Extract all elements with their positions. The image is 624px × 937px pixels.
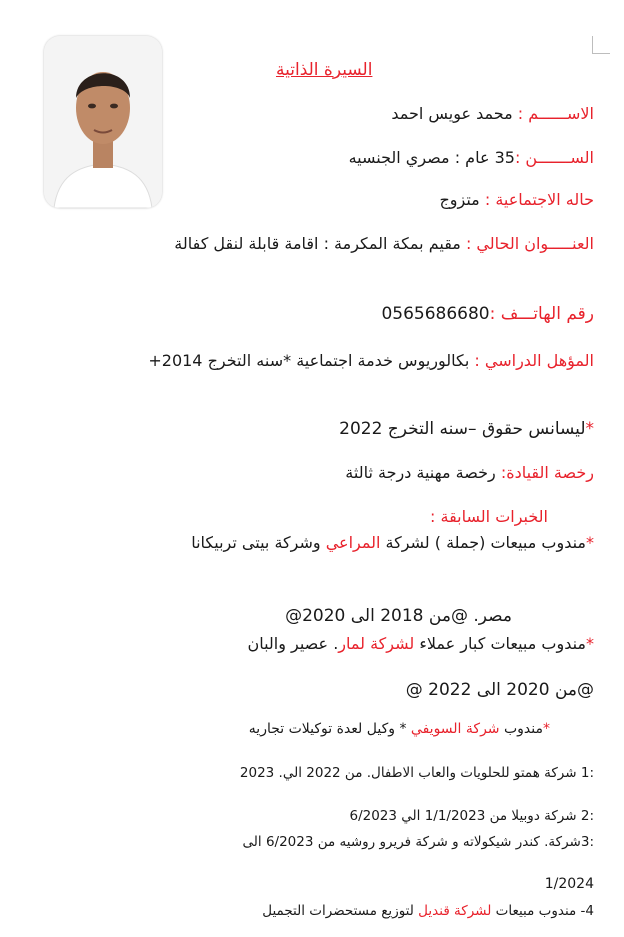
age-label: الســـــــن : [514, 148, 594, 167]
name-label: الاســــــم : [517, 104, 594, 123]
phone-row [381, 304, 594, 324]
marital-value: متزوج [439, 190, 485, 209]
job-4 [262, 903, 594, 919]
job-3: :3شركة. كندر شيكولاته و شركة فريرو روشيه من 6/2023 الى [242, 834, 594, 850]
phone-value: 0565686680 [381, 304, 490, 324]
driving-row [345, 463, 594, 482]
address-row [108, 233, 594, 255]
phone-label: رقم الهاتـــف : [489, 304, 594, 324]
law-degree-star: * [585, 419, 594, 439]
job4-post: لتوزيع مستحضرات التجميل [262, 903, 419, 919]
page-corner-mark [592, 36, 610, 54]
exp1-star: * [586, 533, 594, 552]
exp3-company: شركة السويفي [410, 721, 500, 737]
experience-2-dates: @من 2020 الى 2022 @ [405, 680, 594, 700]
marital-row [439, 190, 594, 209]
marital-label: حاله الاجتماعية : [484, 190, 594, 209]
education-row [108, 350, 594, 372]
address-value: مقيم بمكة المكرمة : اقامة قابلة لنقل كفالة [174, 234, 466, 253]
experience-heading: الخبرات السابقة : [430, 507, 548, 526]
exp2-post: . عصير والبان [247, 634, 339, 653]
exp1-pre: مندوب مبيعات (جملة ) لشركة [380, 533, 586, 552]
job4-company: لشركة قنديل [418, 903, 492, 919]
driving-label: رخصة القيادة: [500, 463, 594, 482]
exp1-post: وشركة بيتى تربيكانا [191, 533, 326, 552]
driving-value: رخصة مهنية درجة ثالثة [345, 463, 501, 482]
job-2: :2 شركة دوبيلا من 1/1/2023 الي 6/2023 [349, 808, 594, 824]
job-3-end-date: 1/2024 [544, 876, 594, 892]
experience-1 [108, 532, 594, 554]
exp2-star: * [586, 634, 594, 653]
person-portrait-icon [44, 36, 162, 208]
job-1: :1 شركة همتو للحلويات والعاب الاطفال. من 2022 الي. 2023 [239, 765, 594, 781]
experience-3 [249, 721, 550, 737]
name-value: محمد عويس احمد [391, 104, 518, 123]
experience-1-dates: مصر. @من 2018 الى 2020@ [285, 606, 512, 626]
profile-photo [44, 36, 162, 208]
address-label: العنـــــوان الحالي : [465, 234, 594, 253]
education-label: المؤهل الدراسي : [474, 351, 594, 370]
age-row [349, 148, 594, 167]
name-row [391, 104, 594, 123]
experience-2 [247, 634, 594, 653]
exp3-post: * وكيل لعدة توكيلات تجاريه [248, 721, 411, 737]
law-degree-value: ليسانس حقوق –سنه التخرج 2022 [339, 419, 586, 439]
exp3-pre: مندوب [499, 721, 543, 737]
education-value: بكالوريوس خدمة اجتماعية *سنه التخرج 2014+ [148, 351, 475, 370]
exp3-star: * [543, 721, 550, 737]
exp2-pre: مندوب مبيعات كبار عملاء [414, 634, 586, 653]
exp2-company: لشركة لمار [338, 634, 415, 653]
job4-pre: 4- مندوب مبيعات [491, 903, 594, 919]
age-value: 35 عام : مصري الجنسيه [348, 148, 515, 167]
exp1-company: المراعي [325, 533, 381, 552]
page-title: السيرة الذاتية [276, 60, 373, 80]
law-degree-row [339, 419, 594, 439]
